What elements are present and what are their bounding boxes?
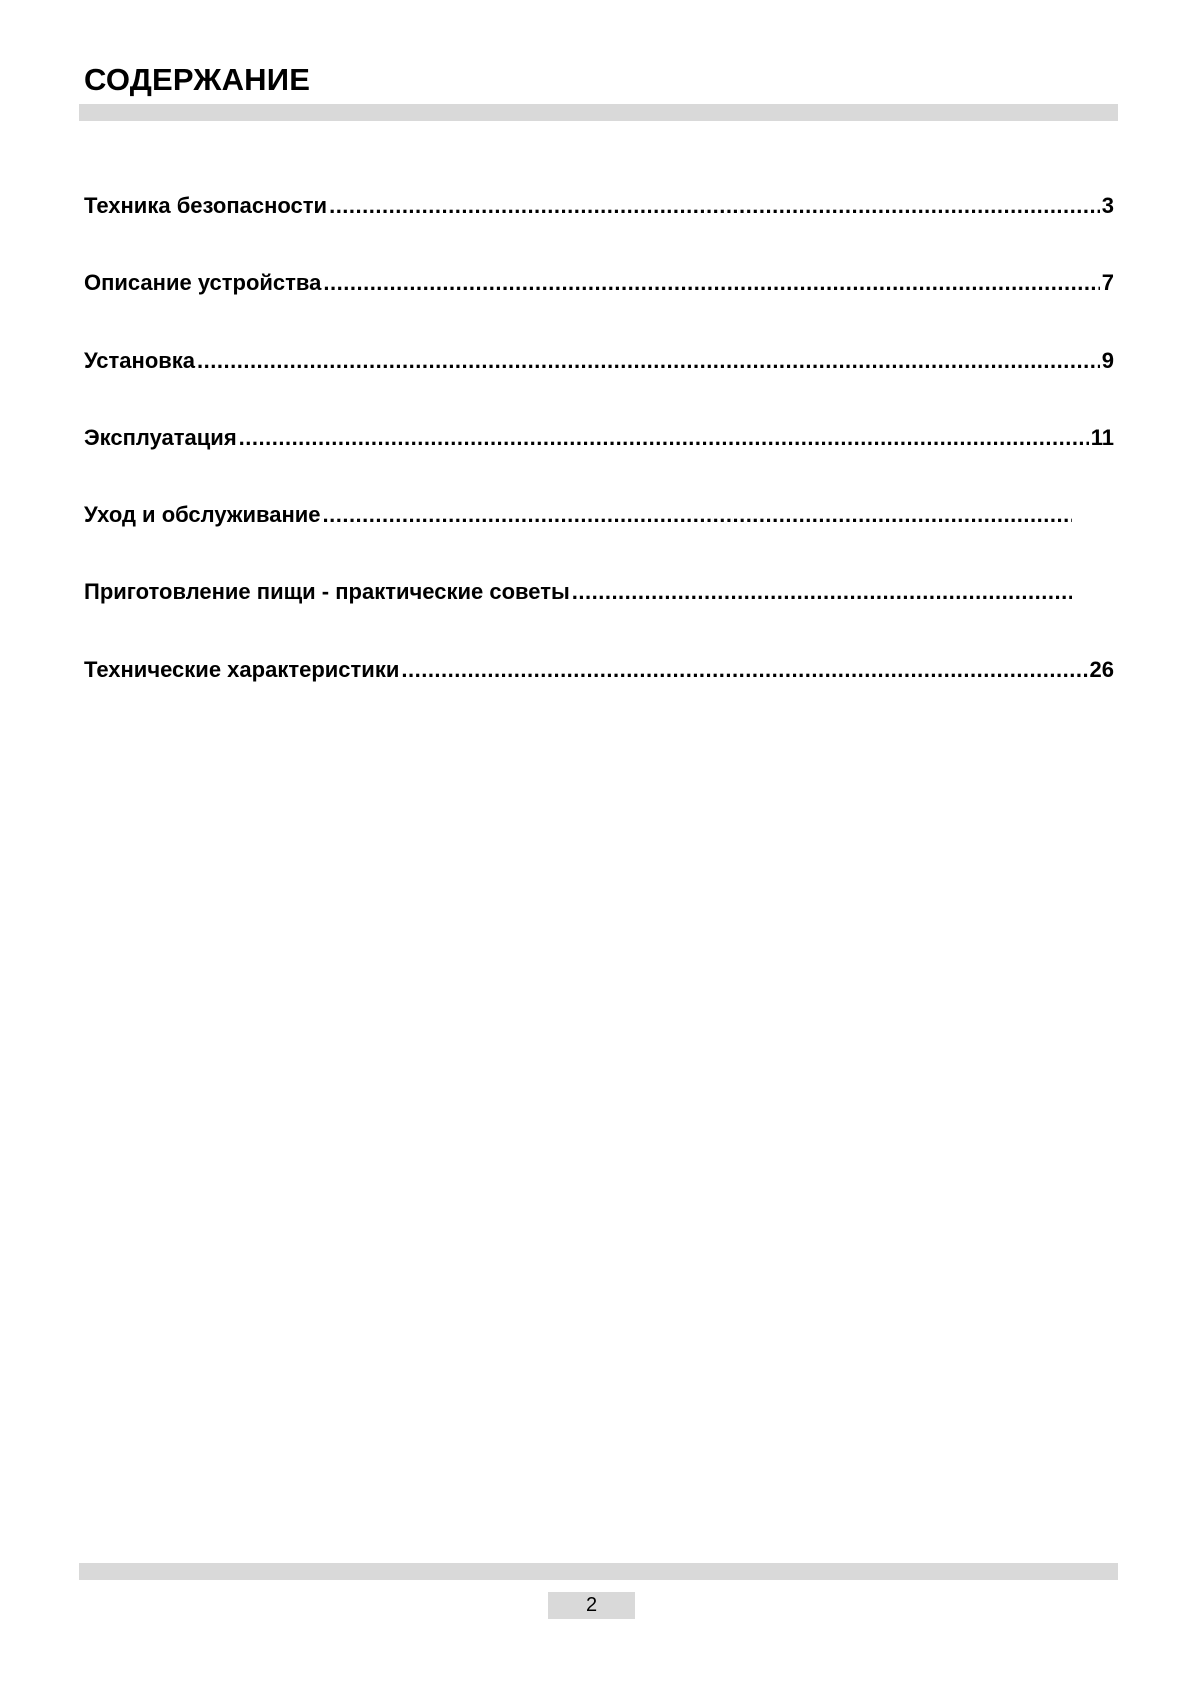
toc-entry-device-description[interactable] xyxy=(84,270,1114,347)
dot-leader xyxy=(401,657,1087,683)
dot-leader xyxy=(239,425,1089,451)
toc-entry-operation[interactable] xyxy=(84,425,1114,502)
toc-entry-label: Описание устройства xyxy=(84,270,322,296)
toc-entry-page: 3 xyxy=(1101,193,1114,218)
dot-leader xyxy=(329,193,1100,219)
dot-leader xyxy=(197,348,1100,374)
dot-leader xyxy=(572,579,1072,605)
dot-leader xyxy=(323,502,1073,528)
toc-entry-care-maintenance[interactable] xyxy=(84,502,1114,579)
header-divider xyxy=(79,104,1118,121)
toc-entry-page: 9 xyxy=(1101,347,1114,373)
toc-entry-label: Технические характеристики xyxy=(84,656,400,682)
toc-entry-label: Установка xyxy=(84,347,196,373)
toc-entry-page: 26 xyxy=(1089,656,1114,682)
page-title: СОДЕРЖАНИЕ xyxy=(84,62,311,97)
toc-entry-installation[interactable] xyxy=(84,348,1114,425)
toc-entry-technical-specs[interactable] xyxy=(84,657,1114,734)
toc-entry-page: 7 xyxy=(1101,270,1114,296)
dot-leader xyxy=(323,270,1099,296)
table-of-contents xyxy=(84,193,1114,734)
toc-entry-label: Техника безопасности xyxy=(84,193,328,218)
footer-divider xyxy=(79,1563,1118,1580)
toc-entry-page: 11 xyxy=(1090,424,1114,450)
toc-entry-label: Приготовление пищи - практические советы xyxy=(84,579,570,605)
toc-entry-label: Эксплуатация xyxy=(84,424,237,450)
page-number: 2 xyxy=(548,1592,635,1619)
toc-entry-label: Уход и обслуживание xyxy=(84,502,321,528)
toc-entry-cooking-tips[interactable] xyxy=(84,579,1114,656)
toc-entry-safety[interactable] xyxy=(84,193,1114,270)
